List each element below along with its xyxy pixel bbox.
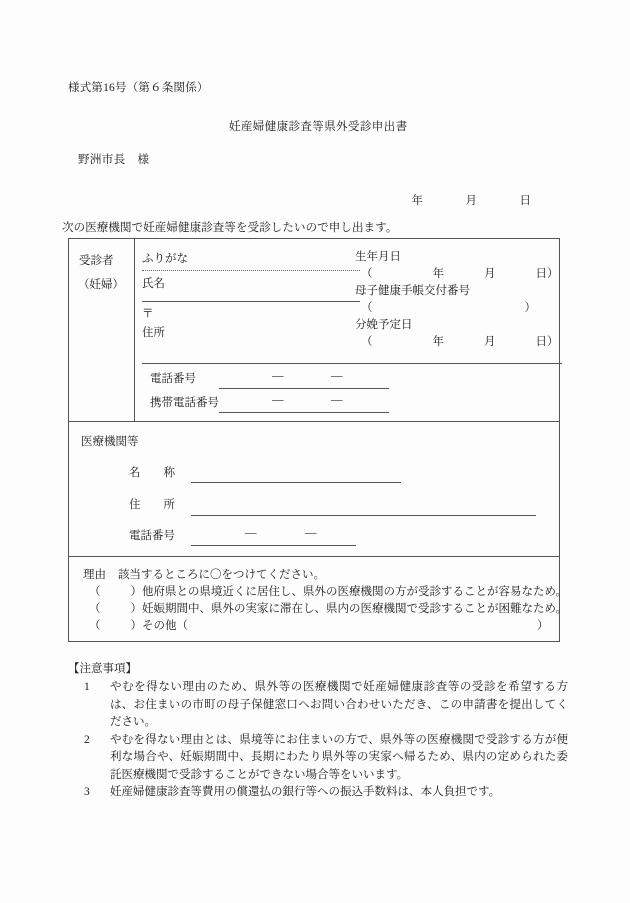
date-entry-line [400,180,531,220]
reason-option-1-close-paren: ） [130,586,142,598]
birthdate-month-label: 月 [484,268,496,280]
handbook-number-label: 母子健康手帳交付番号 [355,285,470,297]
page-title: 妊産婦健康診査等県外受診申出書 [229,121,408,133]
reason-option-3[interactable] [89,617,188,633]
addressee-label: 野洲市長 様 [78,154,150,166]
furigana-label: ふりがな [142,253,188,265]
applicant-row [69,239,559,421]
note-item [68,679,568,732]
application-form-table [68,238,568,642]
applicant-tel-dash-2: ― [331,370,343,382]
birthdate-open-paren: （ [361,268,373,280]
note-1-number: 1 [84,681,90,693]
applicant-tel-input-rule[interactable] [219,388,389,389]
intro-sentence: 次の医療機関で妊産婦健康診査等を受診したいので申し出ます。 [62,222,398,234]
institution-tel-input-rule[interactable] [191,545,356,546]
form-number-label: 様式第16号（第６条関係） [68,82,209,94]
note-2-text: やむを得ない理由とは、県境等にお住まいの方で、県外等の医療機関で受診する方が便利な場合や、妊娠期間中、長期にわたり県外等の実家へ帰るため、県内の定められた委託医療機関で受診することができない場合等をいいます。 [110,733,568,781]
reason-option-1[interactable] [89,583,567,599]
applicant-label-line2: （妊婦） [78,279,124,291]
reason-option-2-open-paren: （ [89,603,101,615]
notes-heading: 【注意事項】 [68,663,137,675]
due-date-label: 分娩予定日 [355,319,413,331]
institution-address-input-rule[interactable] [191,515,536,516]
applicant-tel-label: 電話番号 [150,373,196,385]
reason-option-1-text: 他府県との県境近くに居住し、県外の医療機関の方が受診することが容易なため。 [142,586,568,598]
applicant-mobile-input-rule[interactable] [219,412,389,413]
reason-option-2-text: 妊娠期間中、県外の実家に滞在し、県内の医療機関で受診することが困難なため。 [142,603,568,615]
institution-row [69,421,559,556]
birthdate-year-label: 年 [432,268,444,280]
handbook-close-paren: ） [524,302,536,314]
note-3-text: 妊産婦健康診査等費用の償還払の銀行等への振込手数料は、本人負担です。 [110,786,501,798]
due-date-month-label: 月 [484,336,496,348]
furigana-input-rule[interactable] [142,270,360,271]
due-date-entry[interactable] [361,333,559,349]
note-3-number: 3 [84,786,90,798]
reason-row [69,556,568,641]
name-label: 氏名 [142,278,165,290]
reason-option-2[interactable] [89,600,567,616]
notes-section [68,660,568,802]
reason-section-title: 理由 [83,569,106,581]
applicant-mobile-dash-1: ― [272,394,284,406]
applicant-mobile-dash-2: ― [331,394,343,406]
reason-option-1-open-paren: （ [89,586,101,598]
reason-option-3-close-tail: ） [537,620,549,632]
address-label: 住所 [142,327,165,339]
birthdate-label: 生年月日 [355,251,401,263]
handbook-number-entry[interactable] [361,299,536,315]
applicant-phone-divider [142,363,562,364]
note-item [68,784,568,802]
due-date-day-label: 日） [535,336,559,348]
form-table-body [68,238,568,642]
applicant-mobile-label: 携帯電話番号 [150,397,219,409]
date-year-label: 年 [411,195,423,207]
note-2-number: 2 [84,733,90,746]
reason-option-2-close-paren: ） [130,603,142,615]
birthdate-entry[interactable] [361,265,559,281]
institution-section-title: 医療機関等 [81,436,139,448]
institution-address-label: 住 所 [129,499,175,511]
reason-option-3-open-paren: （ [89,620,101,632]
postal-mark: 〒 [142,308,154,320]
note-item [68,732,568,785]
institution-name-label: 名 称 [129,467,175,479]
institution-tel-dash-1: ― [245,527,257,539]
applicant-tel-dash-1: ― [272,370,284,382]
due-date-year-label: 年 [432,336,444,348]
note-1-text: やむを得ない理由のため、県外等の医療機関で妊産婦健康診査等の受診を希望する方は、お住まいの市町の母子保健窓口へお問い合わせいただき、この申請書を提出してください。 [110,681,568,728]
applicant-label-line1: 受診者 [79,255,114,267]
date-month-label: 月 [465,195,477,207]
name-input-rule[interactable] [142,301,360,302]
date-day-label: 日 [519,195,531,207]
institution-tel-dash-2: ― [305,527,317,539]
applicant-row-header [69,239,135,421]
birthdate-day-label: 日） [535,268,559,280]
reason-instruction: 該当するところに〇をつけてください。 [118,569,325,581]
due-date-open-paren: （ [361,336,373,348]
institution-tel-label: 電話番号 [129,530,175,542]
reason-option-3-close-paren: ） [130,620,142,632]
handbook-open-paren: （ [361,302,373,314]
reason-option-3-text: その他（ [142,620,188,632]
institution-name-input-rule[interactable] [191,482,401,483]
